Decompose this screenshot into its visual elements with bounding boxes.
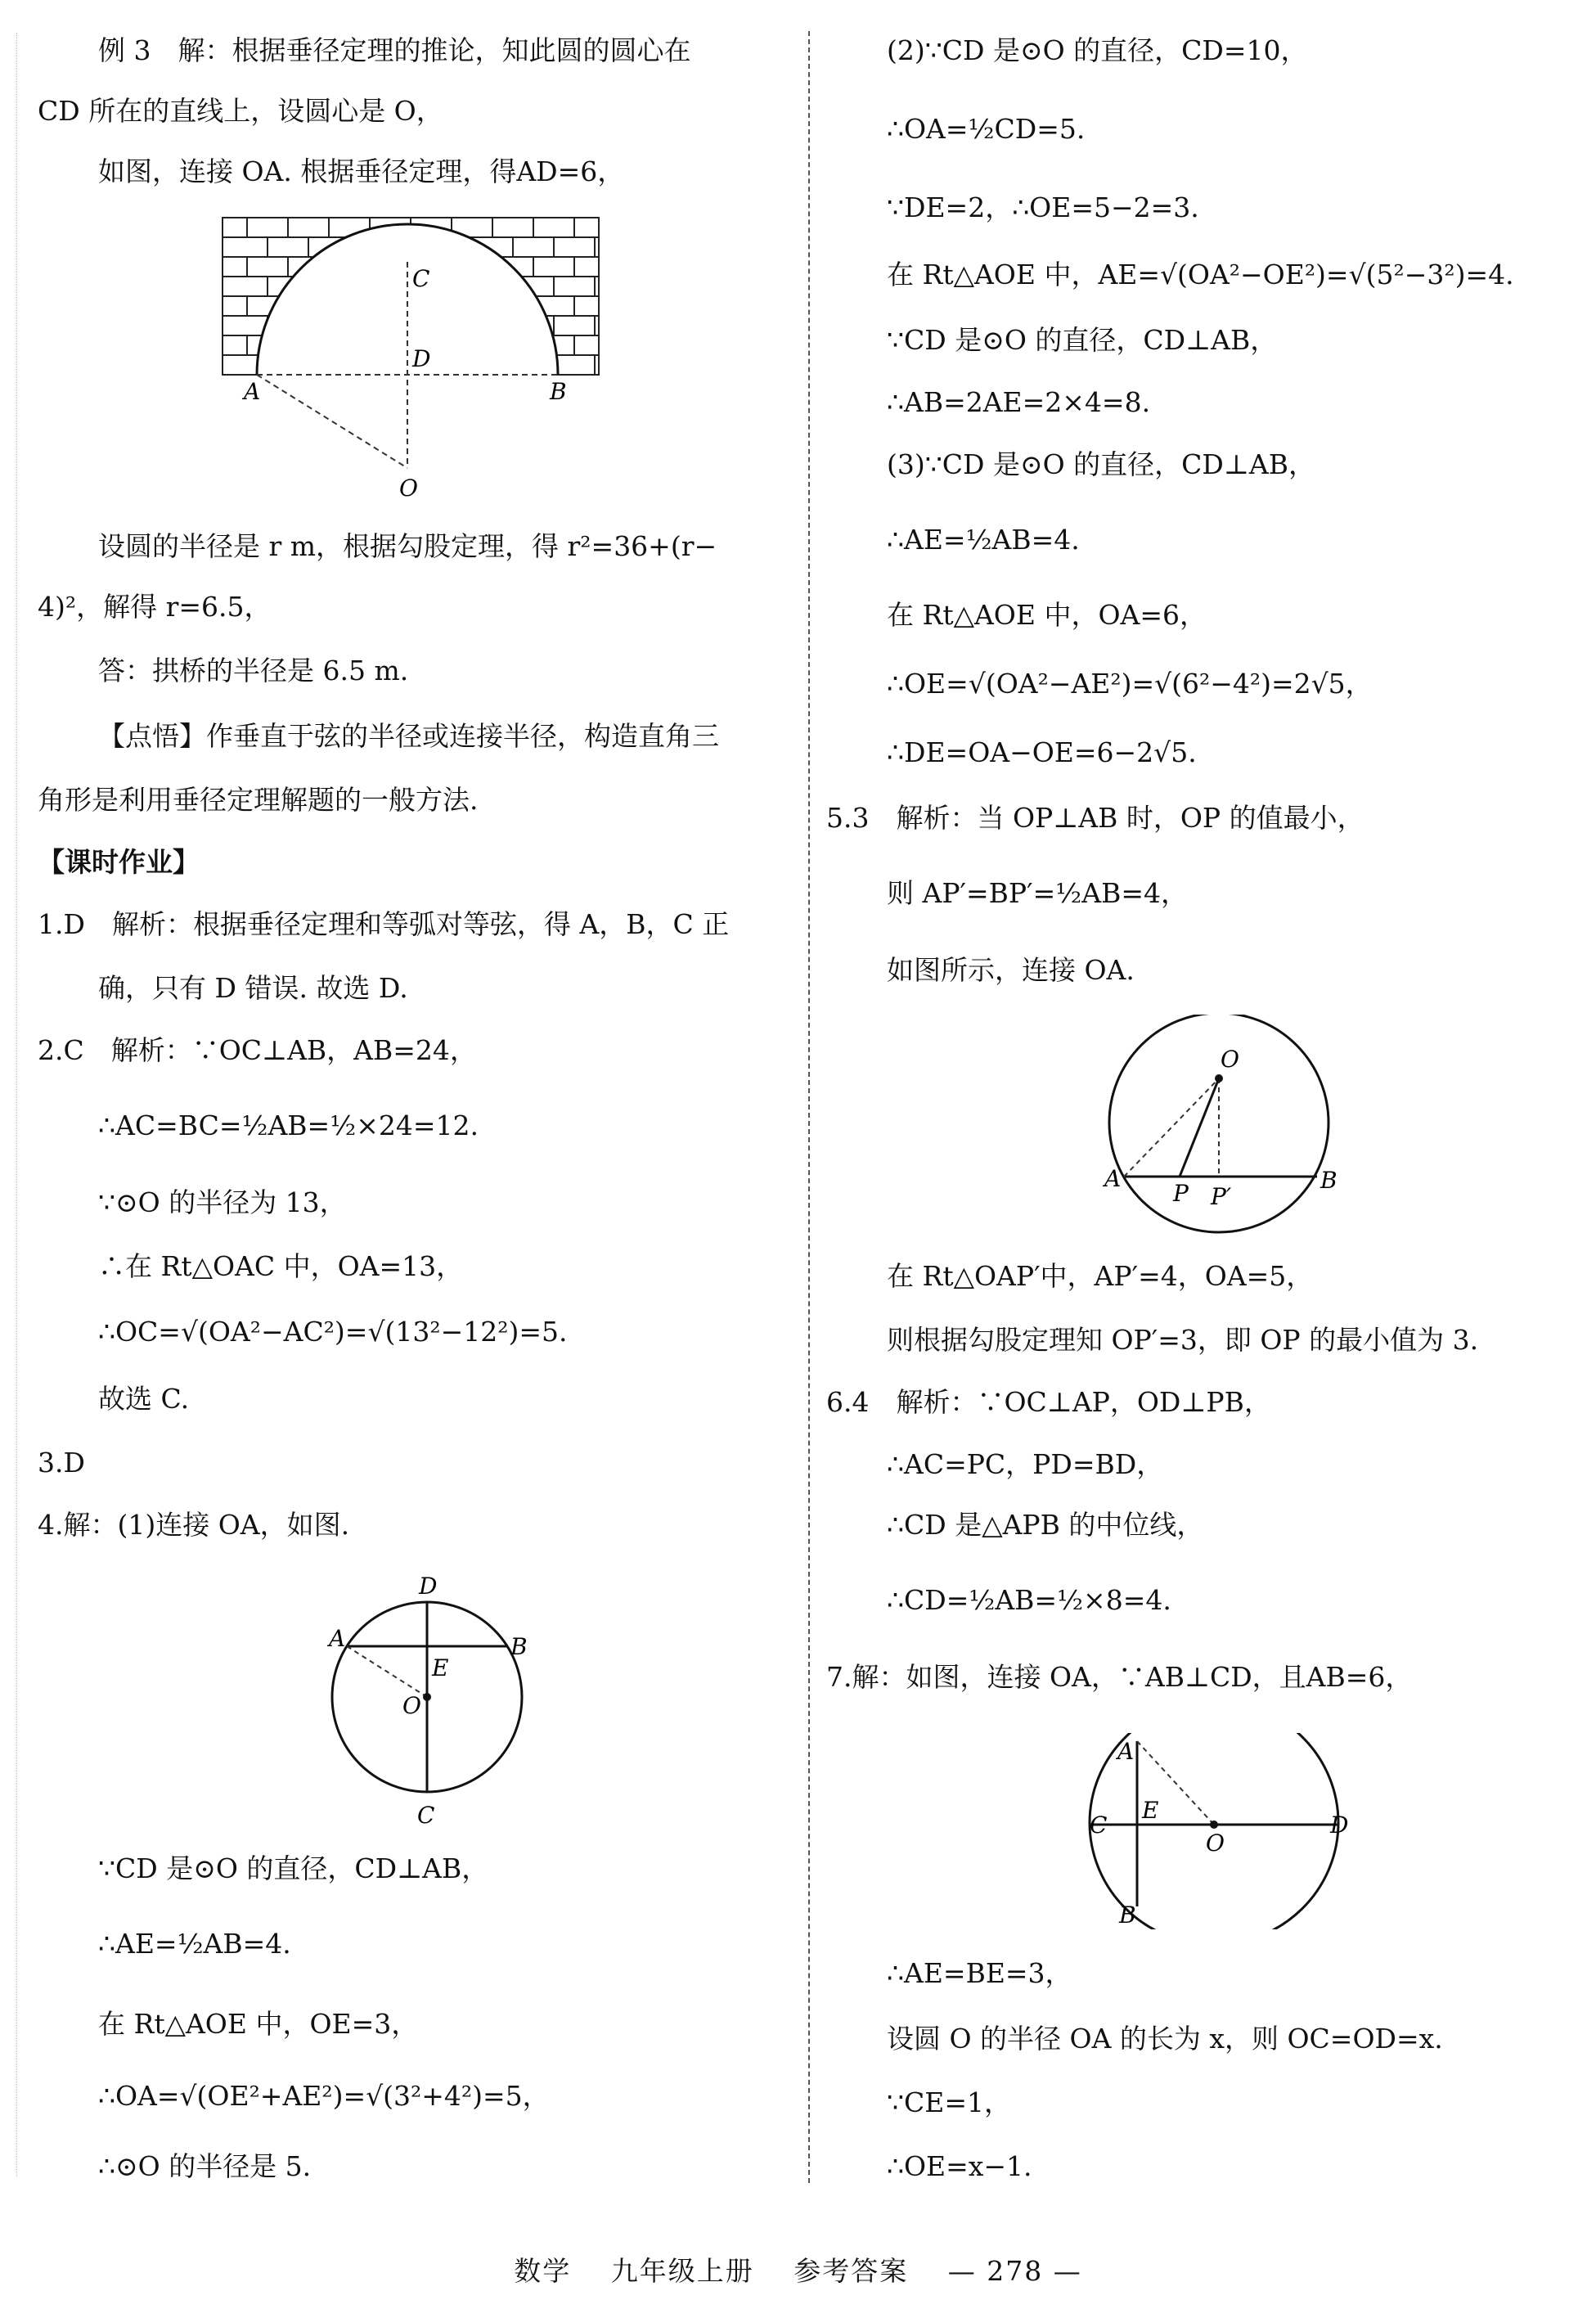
left-line-2: CD 所在的直线上，设圆心是 O，: [38, 95, 443, 127]
bridge-label-c: C: [412, 265, 430, 292]
left-line-1: 例 3 解：根据垂径定理的推论，知此圆的圆心在: [98, 34, 691, 66]
right-line-9: 在 Rt△AOE 中，OA=6，: [887, 599, 1207, 631]
page-footer: [0, 2250, 1596, 2289]
circle-figure-q7: [1085, 1733, 1355, 1929]
left-line-15: ∴在 Rt△OAC 中，OA=13，: [98, 1250, 464, 1282]
right-line-3: ∵DE=2，∴OE=5−2=3.: [887, 191, 1199, 223]
left-line-4: 设圆的半径是 r m，根据勾股定理，得 r²=36+(r−: [98, 530, 717, 562]
left-line-11: 确，只有 D 错误. 故选 D.: [98, 972, 408, 1004]
q7-label-c: C: [1090, 1812, 1108, 1839]
right-line-23: 设圆 O 的半径 OA 的长为 x，则 OC=OD=x.: [887, 2023, 1443, 2055]
right-line-19: ∴CD 是△APB 的中位线，: [887, 1509, 1204, 1541]
right-line-8: ∴AE=½AB=4.: [887, 524, 1080, 556]
right-line-11: ∴DE=OA−OE=6−2√5.: [887, 736, 1197, 768]
page-edge-line: [16, 33, 17, 2176]
right-line-17: 6.4 解析：∵OC⊥AP，OD⊥PB，: [826, 1386, 1271, 1418]
right-line-4: 在 Rt△AOE 中，AE=√(OA²−OE²)=√(5²−3²)=4.: [887, 259, 1514, 290]
bridge-label-o: O: [399, 475, 418, 502]
right-line-15: 在 Rt△OAP′中，AP′=4，OA=5，: [887, 1260, 1314, 1292]
left-line-3: 如图，连接 OA. 根据垂径定理，得AD=6，: [98, 155, 625, 187]
footer-page-number: — 278 —: [947, 2255, 1082, 2287]
q4-label-b: B: [510, 1633, 528, 1660]
footer-subject: 数学: [514, 2255, 572, 2287]
right-line-10: ∴OE=√(OA²−AE²)=√(6²−4²)=2√5，: [887, 668, 1373, 700]
left-line-12: 2.C 解析：∵OC⊥AB，AB=24，: [38, 1034, 477, 1066]
right-line-1: (2)∵CD 是⊙O 的直径，CD=10，: [887, 34, 1308, 66]
right-line-18: ∴AC=PC，PD=BD，: [887, 1448, 1164, 1480]
left-line-17: 故选 C.: [98, 1383, 190, 1415]
q5-label-b: B: [1320, 1167, 1337, 1194]
left-line-22: 在 Rt△AOE 中，OE=3，: [98, 2008, 419, 2040]
footer-grade: 九年级上册: [610, 2255, 754, 2287]
left-line-16: ∴OC=√(OA²−AC²)=√(13²−12²)=5.: [98, 1316, 568, 1348]
bridge-label-d: D: [412, 345, 431, 372]
q7-label-o: O: [1206, 1830, 1225, 1857]
right-line-12: 5.3 解析：当 OP⊥AB 时，OP 的值最小，: [826, 802, 1364, 834]
right-line-20: ∴CD=½AB=½×8=4.: [887, 1584, 1171, 1616]
left-line-19: 4.解：(1)连接 OA，如图.: [38, 1509, 350, 1541]
q4-label-o: O: [402, 1692, 421, 1719]
right-line-24: ∵CE=1，: [887, 2086, 1011, 2118]
left-line-8: 角形是利用垂径定理解题的一般方法.: [38, 784, 479, 816]
q4-label-d: D: [419, 1573, 438, 1600]
right-line-7: (3)∵CD 是⊙O 的直径，CD⊥AB，: [887, 448, 1315, 480]
left-line-6: 答：拱桥的半径是 6.5 m.: [98, 655, 409, 686]
q5-label-p-prime: P′: [1211, 1183, 1232, 1210]
q7-label-d: D: [1330, 1812, 1349, 1839]
bridge-label-b: B: [550, 378, 567, 405]
q5-label-o: O: [1221, 1046, 1239, 1073]
left-line-10: 1.D 解析：根据垂径定理和等弧对等弦，得 A，B，C 正: [38, 908, 730, 940]
right-line-22: ∴AE=BE=3，: [887, 1957, 1072, 1989]
q7-label-a: A: [1117, 1738, 1135, 1765]
circle-figure-q4: [311, 1564, 556, 1843]
left-line-23: ∴OA=√(OE²+AE²)=√(3²+4²)=5，: [98, 2080, 550, 2112]
left-line-18: 3.D: [38, 1447, 85, 1479]
right-line-21: 7.解：如图，连接 OA，∵AB⊥CD，且AB=6，: [826, 1661, 1413, 1693]
bridge-arch-figure: [214, 214, 607, 509]
left-line-7: 【点悟】作垂直于弦的半径或连接半径，构造直角三: [98, 720, 719, 752]
left-line-24: ∴⊙O 的半径是 5.: [98, 2150, 312, 2182]
right-line-14: 如图所示，连接 OA.: [887, 954, 1135, 986]
bridge-label-a: A: [244, 378, 261, 405]
q5-label-p: P: [1173, 1180, 1189, 1207]
left-line-20: ∵CD 是⊙O 的直径，CD⊥AB，: [98, 1852, 489, 1884]
q5-label-a: A: [1104, 1165, 1122, 1192]
circle-figure-q5: [1088, 1015, 1350, 1244]
left-line-14: ∵⊙O 的半径为 13，: [98, 1186, 347, 1218]
right-line-5: ∵CD 是⊙O 的直径，CD⊥AB，: [887, 324, 1278, 356]
left-line-21: ∴AE=½AB=4.: [98, 1928, 291, 1960]
left-line-9-section-heading: 【课时作业】: [38, 846, 200, 878]
q7-label-b: B: [1119, 1902, 1136, 1929]
right-line-16: 则根据勾股定理知 OP′=3，即 OP 的最小值为 3.: [887, 1324, 1479, 1356]
q4-label-a: A: [329, 1625, 346, 1652]
right-line-2: ∴OA=½CD=5.: [887, 113, 1086, 145]
right-line-6: ∴AB=2AE=2×4=8.: [887, 386, 1151, 418]
left-line-13: ∴AC=BC=½AB=½×24=12.: [98, 1109, 479, 1141]
left-line-5: 4)²，解得 r=6.5，: [38, 591, 272, 623]
right-line-25: ∴OE=x−1.: [887, 2150, 1032, 2182]
footer-section: 参考答案: [794, 2255, 909, 2287]
column-divider: [808, 31, 810, 2183]
right-line-13: 则 AP′=BP′=½AB=4，: [887, 877, 1188, 909]
q4-label-e: E: [432, 1654, 449, 1681]
q4-label-c: C: [417, 1802, 435, 1829]
q7-label-e: E: [1142, 1797, 1159, 1824]
